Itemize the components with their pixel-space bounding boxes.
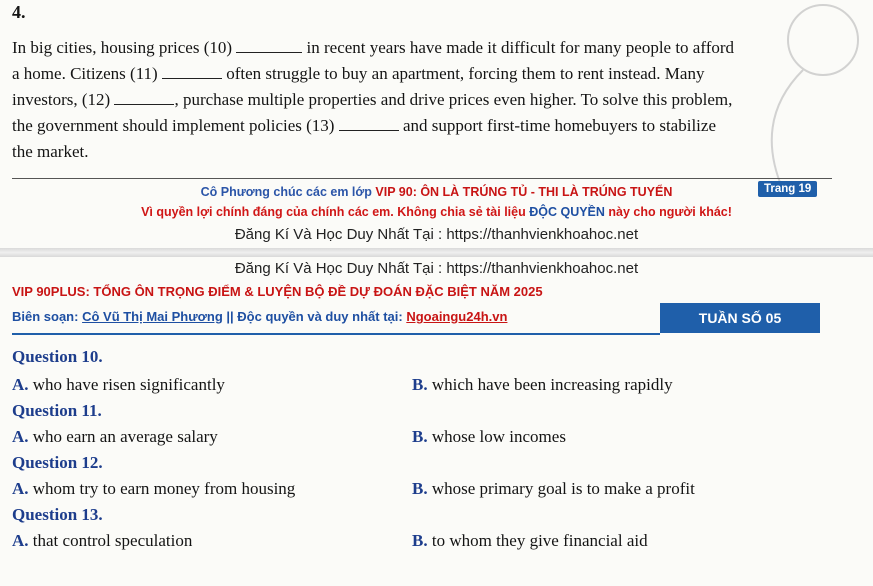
footer-rule xyxy=(12,178,832,179)
option-letter: A. xyxy=(12,531,29,550)
credits-text: || Độc quyền và duy nhất tại: xyxy=(222,309,407,324)
option-a[interactable] xyxy=(12,375,225,395)
footer-notice xyxy=(0,205,873,219)
header-course-title: VIP 90PLUS: TỔNG ÔN TRỌNG ĐIỂM & LUYỆN BỘ ĐỀ DỰ ĐOÁN ĐẶC BIỆT NĂM 2025 xyxy=(12,284,543,299)
page-badge: Trang 19 xyxy=(758,181,817,197)
passage-text: , purchase multiple properties and drive prices even higher. To solve this problem, xyxy=(174,90,733,109)
option-letter: B. xyxy=(412,375,428,394)
footer-slogan xyxy=(0,185,873,199)
option-text: who earn an average salary xyxy=(28,427,218,446)
passage-text: the government should implement policies (13) xyxy=(12,116,339,135)
option-b[interactable] xyxy=(412,427,566,447)
footer-text: Cô Phương chúc các em lớp xyxy=(200,185,376,199)
question-label: Question 10. xyxy=(12,347,103,366)
option-text: that control speculation xyxy=(28,531,193,550)
question-label: Question 13. xyxy=(12,505,103,524)
question-label: Question 12. xyxy=(12,453,103,472)
passage-text: often struggle to buy an apartment, forcing them to rent instead. Many xyxy=(221,64,705,83)
question-label: Question 11. xyxy=(12,401,102,420)
footer-highlight: VIP 90: ÔN LÀ TRÚNG TỦ - THI LÀ TRÚNG TUYỂN xyxy=(375,185,673,199)
option-text: whose low incomes xyxy=(427,427,566,446)
option-a[interactable] xyxy=(12,479,295,499)
option-a[interactable] xyxy=(12,427,218,447)
option-letter: B. xyxy=(412,479,428,498)
option-text: which have been increasing rapidly xyxy=(427,375,673,394)
passage-text: a home. Citizens (11) xyxy=(12,64,162,83)
header-rule xyxy=(12,333,660,335)
author-name: Cô Vũ Thị Mai Phương xyxy=(82,309,223,324)
footer-text: Vì quyền lợi chính đáng của chính các em. Không chia sẻ tài liệu xyxy=(141,205,530,219)
footer-text: này cho người khác! xyxy=(604,205,732,219)
option-letter: A. xyxy=(12,375,29,394)
option-text: to whom they give financial aid xyxy=(427,531,648,550)
option-letter: A. xyxy=(12,479,29,498)
passage-text: investors, (12) xyxy=(12,90,115,109)
blank-13[interactable] xyxy=(339,116,399,131)
site-link[interactable]: Ngoaingu24h.vn xyxy=(406,309,508,324)
passage-line-4 xyxy=(12,113,842,139)
passage-line-3 xyxy=(12,87,842,113)
option-letter: A. xyxy=(12,427,29,446)
footer-highlight: ĐỘC QUYỀN xyxy=(529,205,605,219)
option-text: who have risen significantly xyxy=(28,375,225,394)
option-b[interactable] xyxy=(412,479,695,499)
blank-12[interactable] xyxy=(114,90,174,105)
header-site: Đăng Kí Và Học Duy Nhất Tại : https://thanhvienkhoahoc.net xyxy=(234,260,639,277)
passage-line-2 xyxy=(12,61,842,87)
header-credits xyxy=(12,309,507,324)
option-text: whom try to earn money from housing xyxy=(28,479,296,498)
option-text: whose primary goal is to make a profit xyxy=(427,479,695,498)
passage xyxy=(12,35,842,165)
option-b[interactable] xyxy=(412,531,648,551)
watermark-logo xyxy=(743,0,863,200)
week-badge: TUẦN SỐ 05 xyxy=(660,303,820,333)
blank-11[interactable] xyxy=(162,64,222,79)
option-b[interactable] xyxy=(412,375,673,395)
footer-site: Đăng Kí Và Học Duy Nhất Tại : https://thanhvienkhoahoc.net xyxy=(234,226,639,243)
exercise-number: 4. xyxy=(12,2,26,22)
option-letter: B. xyxy=(412,427,428,446)
passage-text: In big cities, housing prices (10) xyxy=(12,38,237,57)
passage-line-5: the market. xyxy=(12,142,89,161)
passage-text: in recent years have made it difficult for many people to afford xyxy=(302,38,735,57)
page-separator xyxy=(0,248,873,257)
option-a[interactable] xyxy=(12,531,192,551)
option-letter: B. xyxy=(412,531,428,550)
credits-label: Biên soạn: xyxy=(12,309,83,324)
blank-10[interactable] xyxy=(236,38,302,53)
passage-text: and support first-time homebuyers to stabilize xyxy=(398,116,716,135)
passage-line-1 xyxy=(12,35,842,61)
